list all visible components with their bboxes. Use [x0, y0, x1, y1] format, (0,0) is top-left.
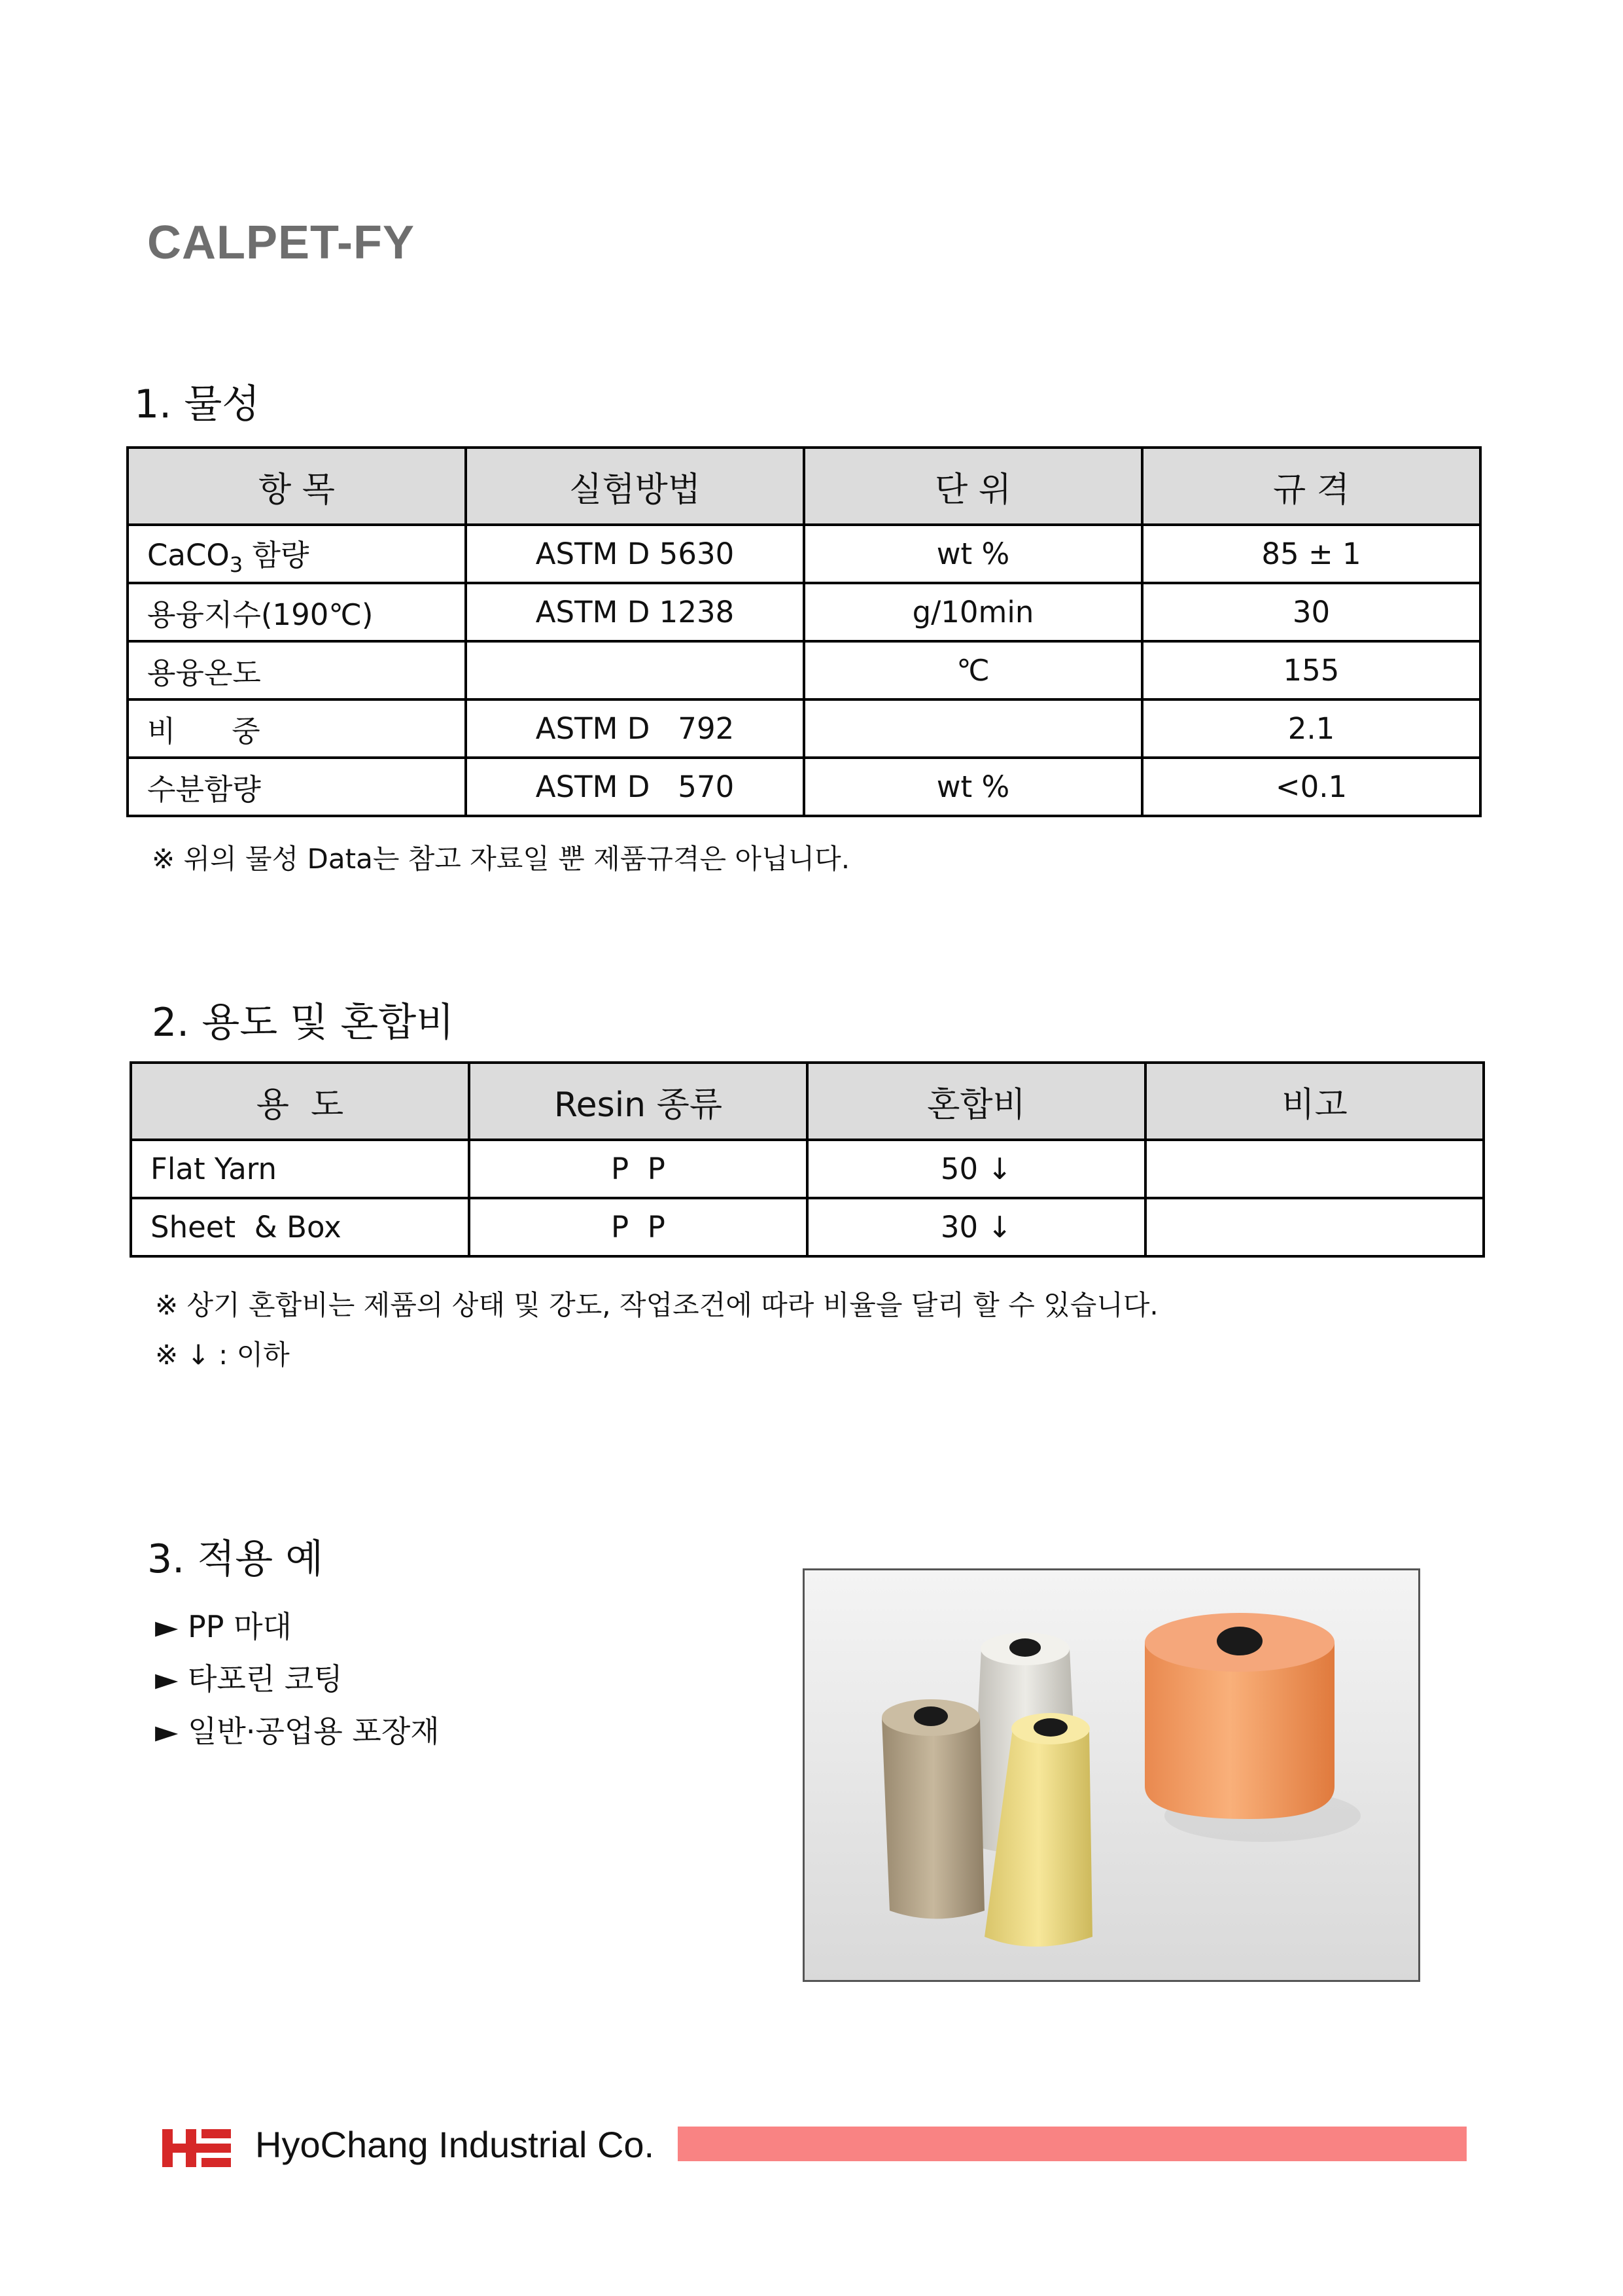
- section-3-heading: 3. 적용 예: [147, 1536, 324, 1582]
- table-row: [128, 699, 1480, 758]
- row-spec: 30: [1142, 583, 1480, 641]
- row-unit: wt %: [804, 758, 1142, 816]
- table-row: [131, 1140, 1484, 1198]
- row-resin: P P: [469, 1198, 807, 1256]
- row-method: ASTM D 1238: [466, 583, 804, 641]
- row-ratio: 30 ↓: [807, 1198, 1145, 1256]
- row-method: ASTM D 5630: [466, 525, 804, 583]
- table-row: [128, 758, 1480, 816]
- header-remark: 비고: [1145, 1063, 1484, 1140]
- usage-note: ※ 상기 혼합비는 제품의 상태 및 강도, 작업조건에 따라 비율을 달리 할 수 있습니다.: [155, 1289, 1159, 1321]
- header-item: 항 목: [128, 448, 466, 525]
- header-spec: 규 격: [1142, 448, 1480, 525]
- row-method: ASTM D 570: [466, 758, 804, 816]
- usage-table: [130, 1061, 1485, 1258]
- table-row: [131, 1198, 1484, 1256]
- header-method: 실험방법: [466, 448, 804, 525]
- header-resin: Resin 종류: [469, 1063, 807, 1140]
- table-row: [128, 583, 1480, 641]
- document-title: CALPET-FY: [147, 217, 415, 269]
- arrow-legend-note: ※ ↓ : 이하: [155, 1339, 290, 1371]
- company-logo: [162, 2129, 231, 2167]
- footer-accent-bar: [678, 2127, 1467, 2161]
- header-ratio: 혼합비: [807, 1063, 1145, 1140]
- item-subscript: 3: [229, 552, 243, 577]
- row-item: 용융지수(190℃): [128, 583, 466, 641]
- row-item: [128, 525, 466, 583]
- properties-table: [126, 446, 1482, 817]
- item-suffix: 함량: [243, 537, 309, 573]
- item-text: CaCO: [147, 537, 230, 573]
- yarn-spools-photo: [803, 1568, 1420, 1982]
- row-item: 용융온도: [128, 641, 466, 699]
- row-unit: wt %: [804, 525, 1142, 583]
- application-item: ► PP 마대: [155, 1609, 292, 1644]
- table-row: [128, 641, 1480, 699]
- application-item: ► 일반·공업용 포장재: [155, 1714, 440, 1749]
- row-item: 수분함량: [128, 758, 466, 816]
- row-resin: P P: [469, 1140, 807, 1198]
- row-item: 비 중: [128, 699, 466, 758]
- section-2-heading: 2. 용도 및 혼합비: [152, 1000, 455, 1046]
- properties-header-row: [128, 448, 1480, 525]
- application-item: ► 타포린 코팅: [155, 1661, 343, 1697]
- row-unit: g/10min: [804, 583, 1142, 641]
- row-unit: ℃: [804, 641, 1142, 699]
- row-remark: [1145, 1140, 1484, 1198]
- row-use: Flat Yarn: [131, 1140, 469, 1198]
- row-use: Sheet & Box: [131, 1198, 469, 1256]
- company-name: HyoChang Industrial Co.: [255, 2124, 655, 2165]
- row-remark: [1145, 1198, 1484, 1256]
- table-row: [128, 525, 1480, 583]
- row-spec: 155: [1142, 641, 1480, 699]
- row-unit: [804, 699, 1142, 758]
- row-spec: <0.1: [1142, 758, 1480, 816]
- row-spec: 85 ± 1: [1142, 525, 1480, 583]
- row-spec: 2.1: [1142, 699, 1480, 758]
- header-unit: 단 위: [804, 448, 1142, 525]
- usage-header-row: [131, 1063, 1484, 1140]
- row-method: ASTM D 792: [466, 699, 804, 758]
- properties-note: ※ 위의 물성 Data는 참고 자료일 뿐 제품규격은 아닙니다.: [152, 843, 850, 875]
- section-1-heading: 1. 물성: [134, 381, 260, 427]
- row-method: [466, 641, 804, 699]
- row-ratio: 50 ↓: [807, 1140, 1145, 1198]
- header-use: 용 도: [131, 1063, 469, 1140]
